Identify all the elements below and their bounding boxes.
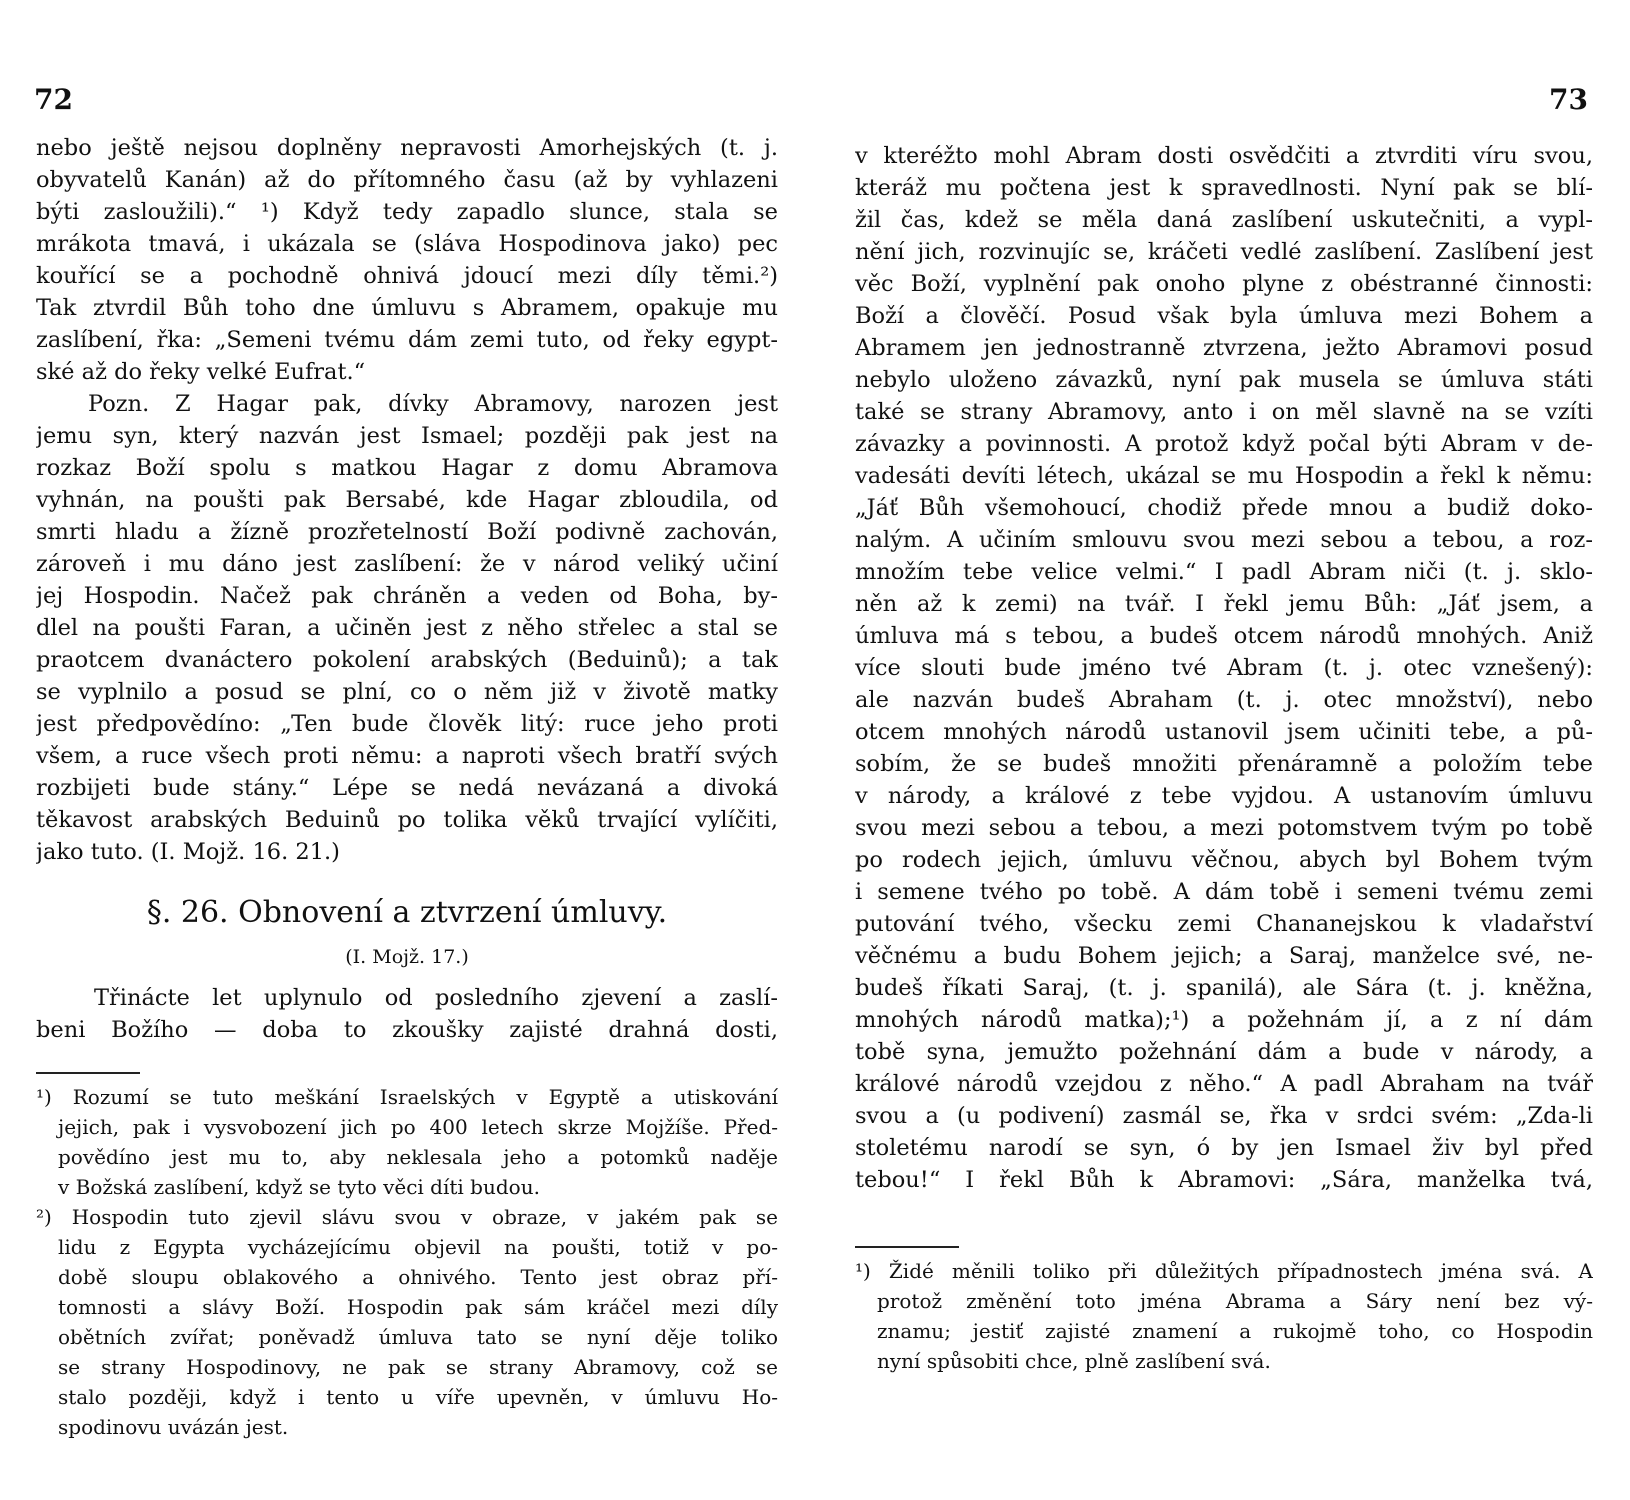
text-line: otcem mnohých národů ustanovil jsem učiniti tebe, a pů- xyxy=(855,719,1593,745)
footnotes xyxy=(36,1082,778,1442)
text-line: zároveň i mu dáno jest zaslíbení: že v národ veliký učiní xyxy=(36,551,778,577)
text-line: dlel na poušti Faran, a učiněn jest z něho střelec a stal se xyxy=(36,615,778,641)
text-line: se vyplnilo a posud se plní, co o něm již v životě matky xyxy=(36,679,778,705)
text-line: Abramem jen jednostranně ztvrzena, ježto Abramovi posud xyxy=(855,335,1593,361)
text-line: době sloupu oblakového a ohnivého. Tento jest obraz pří- xyxy=(58,1265,778,1289)
text-line: svou a (u podivení) zasmál se, řka v srdci svém: „Zda-li xyxy=(855,1103,1593,1129)
text-line: ale nazván budeš Abraham (t. j. otec množství), nebo xyxy=(855,687,1593,713)
text-line: jemu syn, který nazván jest Ismael; později pak jest na xyxy=(36,423,778,449)
text-line: nalým. A učiním smlouvu svou mezi sebou a tebou, a roz- xyxy=(855,527,1593,553)
page-number: 72 xyxy=(34,83,73,116)
text-line: se strany Hospodinovy, ne pak se strany Abramovy, což se xyxy=(58,1355,778,1379)
text-line: závazky a povinnosti. A protož když počal býti Abram v de- xyxy=(855,431,1593,457)
text-line: Třinácte let uplynulo od posledního zjevení a zaslí- xyxy=(94,985,778,1011)
text-line: v národy, a králové z tebe vyjdou. A ustanovím úmluvu xyxy=(855,783,1593,809)
page-number: 73 xyxy=(1549,83,1588,116)
text-line: kouřící se a pochodně ohnivá jdoucí mezi díly těmi.²) xyxy=(36,263,778,289)
text-line: Tak ztvrdil Bůh toho dne úmluvu s Abramem, opakuje mu xyxy=(36,295,778,321)
text-line: v Božská zaslíbení, když se tyto věci díti budou. xyxy=(58,1175,540,1199)
text-line: tobě syna, jemužto požehnání dám a bude v národy, a xyxy=(855,1039,1593,1065)
text-line: budeš říkati Saraj, (t. j. spanilá), ale Sára (t. j. kněžna, xyxy=(855,975,1593,1001)
text-line: stalo později, když i tento u víře upevněn, v úmluvu Ho- xyxy=(58,1385,778,1409)
text-line: býti zasloužili).“ ¹) Když tedy zapadlo slunce, stala se xyxy=(36,199,778,225)
text-line: všem, a ruce všech proti němu: a naproti všech bratří svých xyxy=(36,743,778,769)
text-line: nění jich, rozvinujíc se, kráčeti vedlé zaslíbení. Zaslíbení jest xyxy=(855,239,1593,265)
text-line: sobím, že se budeš množiti přenáramně a položím tebe xyxy=(855,751,1593,777)
section-subheading: (I. Mojž. 17.) xyxy=(345,946,469,968)
text-line: stoletému narodí se syn, ó by jen Ismael živ byl před xyxy=(855,1135,1593,1161)
text-line: něn až k zemi) na tvář. I řekl jemu Bůh: „Jáť jsem, a xyxy=(855,591,1593,617)
text-line: nebo ještě nejsou doplněny nepravosti Amorhejských (t. j. xyxy=(36,135,778,161)
text-line: protož změnění toto jména Abrama a Sáry není bez vý- xyxy=(877,1289,1593,1313)
text-line: po rodech jejich, úmluvu věčnou, abych byl Bohem tvým xyxy=(855,847,1593,873)
text-line: rozbijeti bude stány.“ Lépe se nedá nevázaná a divoká xyxy=(36,775,778,801)
text-line: zaslíbení, řka: „Semeni tvému dám zemi tuto, od řeky egypt- xyxy=(36,327,778,353)
text-line: vyhnán, na poušti pak Bersabé, kde Hagar zbloudila, od xyxy=(36,487,778,513)
text-line: věc Boží, vyplnění pak onoho plyne z obéstranné činnosti: xyxy=(855,271,1593,297)
text-line: ¹) Židé měnili toliko při důležitých případnostech jména svá. A xyxy=(855,1259,1593,1283)
text-line: obětních zvířat; poněvadž úmluva tato se nyní děje toliko xyxy=(58,1325,778,1349)
text-line: věčnému a budu Bohem jejich; a Saraj, manželce své, ne- xyxy=(855,943,1593,969)
text-line: úmluva má s tebou, a budeš otcem národů mnohých. Aniž xyxy=(855,623,1593,649)
footnote-rule xyxy=(36,1072,140,1074)
footnotes xyxy=(855,1256,1593,1376)
text-line: lidu z Egypta vycházejícímu objevil na poušti, totiž v po- xyxy=(58,1235,778,1259)
footnote-rule xyxy=(855,1246,959,1248)
body-text xyxy=(36,132,778,868)
text-line: těkavost arabských Beduinů po tolika věků trvající vylíčiti, xyxy=(36,807,778,833)
text-line: více slouti bude jméno tvé Abram (t. j. otec vznešený): xyxy=(855,655,1593,681)
text-line: obyvatelů Kanán) až do přítomného času (až by vyhlazeni xyxy=(36,167,778,193)
text-line: rozkaz Boží spolu s matkou Hagar z domu Abramova xyxy=(36,455,778,481)
text-line: znamu; jestiť zajisté znamení a rukojmě toho, co Hospodin xyxy=(877,1319,1593,1343)
text-line: jejich, pak i vysvobození jich po 400 letech skrze Mojžíše. Před- xyxy=(58,1115,778,1139)
text-line: mnohých národů matka);¹) a požehnám jí, a z ní dám xyxy=(855,1007,1593,1033)
text-line: spodinovu uvázán jest. xyxy=(58,1415,289,1439)
text-line: svou mezi sebou a tebou, a mezi potomstvem tvým po tobě xyxy=(855,815,1593,841)
text-line: Boží a člověčí. Posud však byla úmluva mezi Bohem a xyxy=(855,303,1593,329)
text-line: jej Hospodin. Načež pak chráněn a veden od Boha, by- xyxy=(36,583,778,609)
text-line: tebou!“ I řekl Bůh k Abramovi: „Sára, manželka tvá, xyxy=(855,1167,1593,1193)
text-line: praotcem dvanáctero pokolení arabských (Beduinů); a tak xyxy=(36,647,778,673)
text-line: „Jáť Bůh všemohoucí, chodiž přede mnou a budiž doko- xyxy=(855,495,1593,521)
text-line: mrákota tmavá, i ukázala se (sláva Hospodinova jako) pec xyxy=(36,231,778,257)
text-line: kteráž mu počtena jest k spravedlnosti. Nyní pak se blí- xyxy=(855,175,1593,201)
text-line: tomnosti a slávy Boží. Hospodin pak sám kráčel mezi díly xyxy=(58,1295,778,1319)
text-line: nyní spůsobiti chce, plně zaslíbení svá. xyxy=(877,1349,1271,1373)
text-line: ²) Hospodin tuto zjevil slávu svou v obraze, v jakém pak se xyxy=(36,1205,778,1229)
section-text xyxy=(36,982,778,1046)
text-line: smrti hladu a žízně prozřetelností Boží podivně zachován, xyxy=(36,519,778,545)
text-line: ¹) Rozumí se tuto meškání Israelských v Egyptě a utiskování xyxy=(36,1085,778,1109)
text-line: putování tvého, všecku zemi Chananejskou k vladařství xyxy=(855,911,1593,937)
text-line: povědíno jest mu to, aby neklesala jeho a potomků naděje xyxy=(58,1145,778,1169)
right-page xyxy=(815,0,1630,1500)
text-line: beni Božího — doba to zkoušky zajisté drahná dosti, xyxy=(36,1017,778,1043)
text-line: nebylo uloženo závazků, nyní pak musela se úmluva státi xyxy=(855,367,1593,393)
text-line: vadesáti devíti létech, ukázal se mu Hospodin a řekl k němu: xyxy=(855,463,1593,489)
text-line: také se strany Abramovy, anto i on měl slavně na se vzíti xyxy=(855,399,1593,425)
text-line: i semene tvého po tobě. A dám tobě i semeni tvému zemi xyxy=(855,879,1593,905)
text-line: jako tuto. (I. Mojž. 16. 21.) xyxy=(36,839,340,865)
text-line: žil čas, kdež se měla daná zaslíbení uskutečniti, a vypl- xyxy=(855,207,1593,233)
body-text xyxy=(855,140,1593,1196)
text-line: králové národů vzejdou z něho.“ A padl Abraham na tvář xyxy=(855,1071,1593,1097)
section-heading: §. 26. Obnovení a ztvrzení úmluvy. xyxy=(146,895,668,930)
text-line: ské až do řeky velké Eufrat.“ xyxy=(36,359,366,385)
text-line: množím tebe velice velmi.“ I padl Abram niči (t. j. sklo- xyxy=(855,559,1593,585)
text-line: v kteréžto mohl Abram dosti osvědčiti a ztvrditi víru svou, xyxy=(855,143,1593,169)
text-line: jest předpovědíno: „Ten bude člověk litý: ruce jeho proti xyxy=(36,711,778,737)
text-line: Pozn. Z Hagar pak, dívky Abramovy, narozen jest xyxy=(88,391,778,417)
